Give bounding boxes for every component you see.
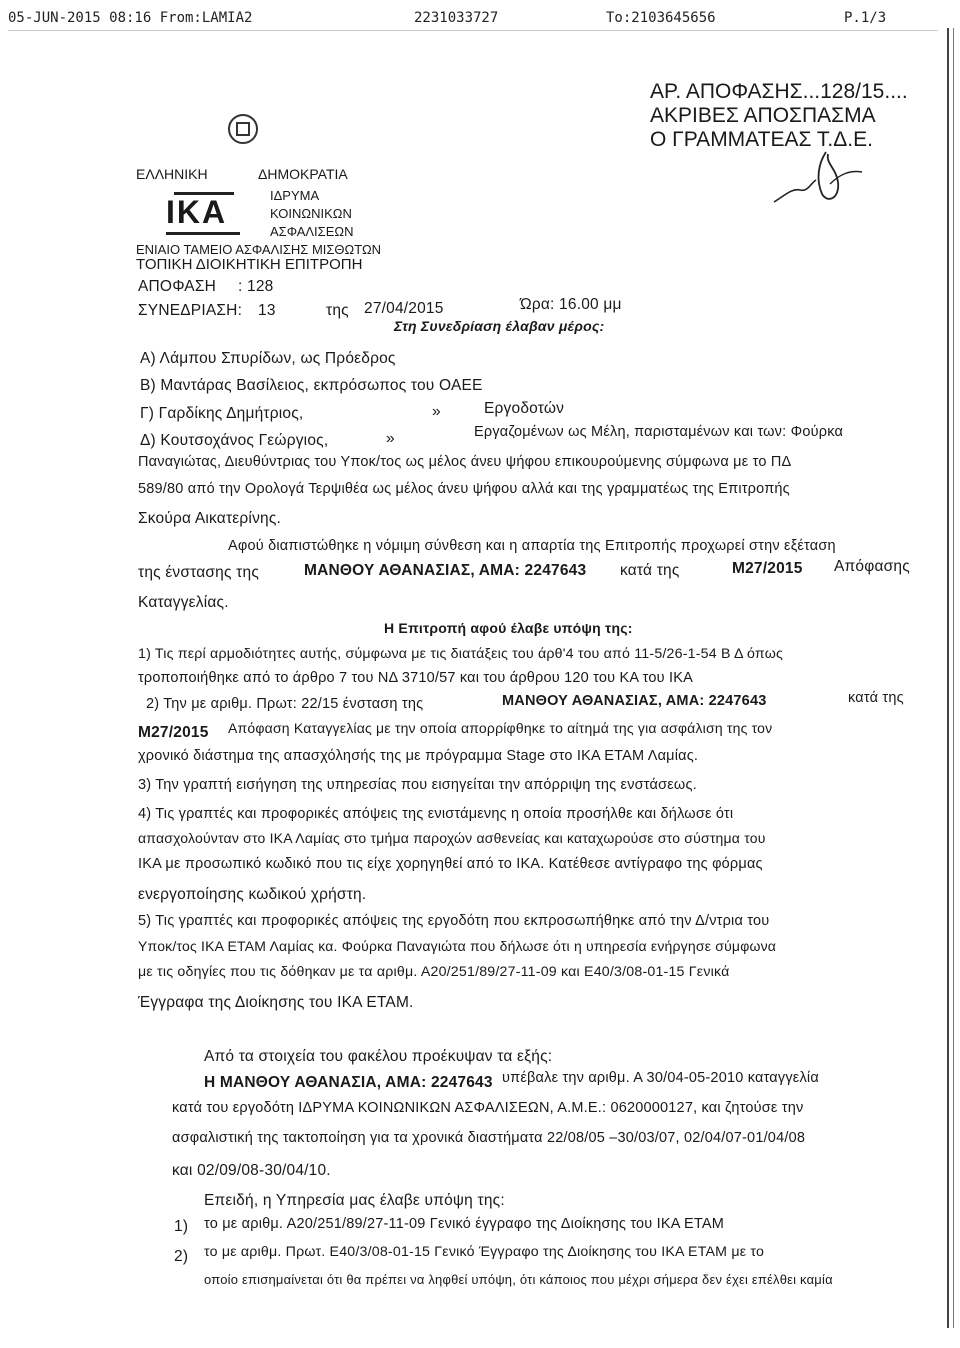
stamp-decision-number: ΑΡ. ΑΠΟΦΑΣΗΣ...128/15....	[650, 80, 908, 103]
ika-logo: IKA	[166, 194, 228, 230]
body-line: Έγγραφα της Διοίκησης του ΙΚΑ ΕΤΑΜ.	[138, 994, 414, 1011]
member-a: Α) Λάμπου Σπυρίδων, ως Πρόεδρος	[140, 350, 396, 367]
fax-to-number: To:2103645656	[606, 10, 716, 26]
consideration-2: 2) Την με αριθμ. Πρωτ: 22/15 ένσταση της	[146, 696, 424, 712]
fax-datetime: 05-JUN-2015 08:16 From:LAMIA2	[8, 10, 253, 26]
member-b: Β) Μαντάρας Βασίλειος, εκπρόσωπος του ΟΑΕΕ	[140, 377, 483, 394]
page-edge	[947, 28, 954, 1328]
stamp-certified-copy: ΑΚΡΙΒΕΣ ΑΠΟΣΠΑΣΜΑ	[650, 104, 876, 127]
claimant-name: ΜΑΝΘΟΥ ΑΘΑΝΑΣΙΑΣ, ΑΜΑ: 2247643	[304, 562, 587, 579]
body-line: κατά της	[620, 562, 680, 579]
country-left: ΕΛΛΗΝΙΚΗ	[136, 166, 208, 182]
body-line: ασφαλιστική της τακτοποίηση για τα χρονικά διαστήματα 22/08/05 –30/03/07, 02/04/07-01/04/08	[172, 1130, 806, 1146]
country-right: ΔΗΜΟΚΡΑΤΙΑ	[258, 166, 348, 182]
participants-heading: Στη Συνεδρίαση έλαβαν μέρος:	[394, 318, 605, 334]
claimant-name: Η ΜΑΝΘΟΥ ΑΘΑΝΑΣΙΑ, ΑΜΑ: 2247643	[204, 1074, 493, 1091]
session-value: 13	[258, 302, 276, 319]
member-c: Γ) Γαρδίκης Δημήτριος,	[140, 405, 304, 422]
decision-ref: Μ27/2015	[138, 724, 209, 741]
org-line-1: ΙΔΡΥΜΑ	[270, 188, 320, 203]
session-date: 27/04/2015	[364, 300, 444, 317]
body-line: το με αριθμ. Α20/251/89/27-11-09 Γενικό έγγραφο της Διοίκησης του ΙΚΑ ΕΤΑΜ	[204, 1216, 725, 1232]
body-line: με τις οδηγίες που τις δόθηκαν με τα αριθμ. Α20/251/89/27-11-09 και Ε40/3/08-01-15 Γενικά	[138, 964, 730, 980]
body-line: απασχολούνταν στο ΙΚΑ Λαμίας στο τμήμα παροχών ασθενείας και καταχωρούσε στο σύστημα του	[138, 830, 766, 846]
claimant-name: ΜΑΝΘΟΥ ΑΘΑΝΑΣΙΑΣ, ΑΜΑ: 2247643	[502, 693, 767, 709]
fax-page-number: P.1/3	[844, 10, 887, 26]
body-line: Σκούρα Αικατερίνης.	[138, 510, 282, 527]
session-time: Ώρα: 16.00 μμ	[520, 296, 622, 313]
findings-intro: Από τα στοιχεία του φακέλου προέκυψαν τα εξής:	[204, 1048, 553, 1065]
session-label: ΣΥΝΕΔΡΙΑΣΗ:	[138, 302, 243, 319]
consideration-5: 5) Τις γραπτές και προφορικές απόψεις της εργοδότη που εκπροσωπήθηκε από την Δ/ντρια του	[138, 913, 770, 929]
stamp-secretary: Ο ΓΡΑΜΜΑΤΕΑΣ Τ.Δ.Ε.	[650, 128, 873, 151]
body-line: Απόφαση Καταγγελίας με την οποία απορρίφθηκε το αίτημά της για ασφάλιση της τον	[228, 720, 773, 736]
fund-name: ΕΝΙΑΙΟ ΤΑΜΕΙΟ ΑΣΦΑΛΙΣΗΣ ΜΙΣΘΩΤΩΝ	[136, 242, 382, 257]
body-line: χρονικό διάστημα της απασχόλησής της με πρόγραμμα Stage στο ΙΚΑ ΕΤΑΜ Λαμίας.	[138, 748, 699, 764]
body-line: Καταγγελίας.	[138, 594, 229, 611]
decision-ref: Μ27/2015	[732, 560, 803, 577]
body-line: ενεργοποίησης κωδικού χρήστη.	[138, 886, 367, 903]
committee-heading: Η Επιτροπή αφού έλαβε υπόψη της:	[384, 620, 633, 636]
greek-emblem-icon	[228, 114, 258, 144]
body-line: Υποκ/τος ΙΚΑ ΕΤΑΜ Λαμίας κα. Φούρκα Παναγιώτα που δήλωσε ότι η υπηρεσία ενήργησε σύμφωνα	[138, 938, 777, 954]
member-d-role: Εργαζομένων ως Μέλη, παρισταμένων και των: Φούρκα	[474, 424, 844, 440]
member-d: Δ) Κουτσοχάνος Γεώργιος,	[140, 432, 329, 449]
org-line-3: ΑΣΦΑΛΙΣΕΩΝ	[270, 224, 354, 239]
body-line: της ένστασης της	[138, 564, 259, 581]
signature-icon	[770, 144, 870, 214]
body-line: Απόφασης	[834, 558, 910, 575]
body-line: ΙΚΑ με προσωπικό κωδικό που τις είχε χορηγηθεί από το ΙΚΑ. Κατέθεσε αντίγραφο της φόρμας	[138, 856, 763, 872]
body-line: και 02/09/08-30/04/10.	[172, 1162, 331, 1179]
committee-name: ΤΟΠΙΚΗ ΔΙΟΙΚΗΤΙΚΗ ΕΠΙΤΡΟΠΗ	[136, 256, 363, 273]
item-number: 2)	[174, 1248, 189, 1265]
consideration-1: 1) Τις περί αρμοδιότητες αυτής, σύμφωνα με τις διατάξεις του άρθ'4 του από 11-5/26-1-54 Β Δ όπως	[138, 646, 784, 662]
body-line: το με αριθμ. Πρωτ. Ε40/3/08-01-15 Γενικό Έγγραφο της Διοίκησης του ΙΚΑ ΕΤΑΜ με το	[204, 1244, 765, 1260]
logo-bar	[166, 232, 240, 235]
fax-from-number: 2231033727	[414, 10, 499, 26]
body-line: οποίο επισημαίνεται ότι θα πρέπει να ληφθεί υπόψη, ότι κάποιος που μέχρι σήμερα δεν έχει επέλθει καμία	[204, 1272, 833, 1287]
body-line: τροποποιήθηκε από το άρθρο 7 του ΝΔ 3710/57 και του άρθρου 120 του ΚΑ του ΙΚΑ	[138, 670, 693, 686]
because-intro: Επειδή, η Υπηρεσία μας έλαβε υπόψη της:	[204, 1192, 505, 1209]
org-line-2: ΚΟΙΝΩΝΙΚΩΝ	[270, 206, 352, 221]
item-number: 1)	[174, 1218, 189, 1235]
fax-header	[8, 8, 938, 31]
decision-label: ΑΠΟΦΑΣΗ	[138, 278, 217, 295]
body-line: 589/80 από την Ορολογά Τερψιθέα ως μέλος άνευ ψήφου αλλά και της γραμματέως της Επιτροπής	[138, 481, 790, 497]
member-c-mark: »	[432, 403, 441, 420]
decision-value: : 128	[238, 278, 274, 295]
member-d-mark: »	[386, 430, 395, 447]
consideration-4: 4) Τις γραπτές και προφορικές απόψεις της ενιστάμενης η οποία προσήλθε και δήλωσε ότι	[138, 806, 734, 822]
body-line: κατά της	[848, 690, 904, 706]
body-line: κατά του εργοδότη ΙΔΡΥΜΑ ΚΟΙΝΩΝΙΚΩΝ ΑΣΦΑΛΙΣΕΩΝ, Α.Μ.Ε.: 0620000127, και ζητούσε την	[172, 1100, 804, 1116]
body-line: Αφού διαπιστώθηκε η νόμιμη σύνθεση και η απαρτία της Επιτροπής προχωρεί στην εξέταση	[228, 538, 836, 554]
consideration-3: 3) Την γραπτή εισήγηση της υπηρεσίας που εισηγείται την απόρριψη της ενστάσεως.	[138, 777, 697, 793]
date-label: της	[326, 302, 349, 319]
body-line: Παναγιώτας, Διευθύντριας του Υποκ/τος ως μέλος άνευ ψήφου επικουρούμενης σύμφωνα με το ΠΔ	[138, 454, 792, 470]
member-c-role: Εργοδοτών	[484, 400, 565, 417]
body-line: υπέβαλε την αριθμ. Α 30/04-05-2010 καταγγελία	[502, 1070, 819, 1086]
